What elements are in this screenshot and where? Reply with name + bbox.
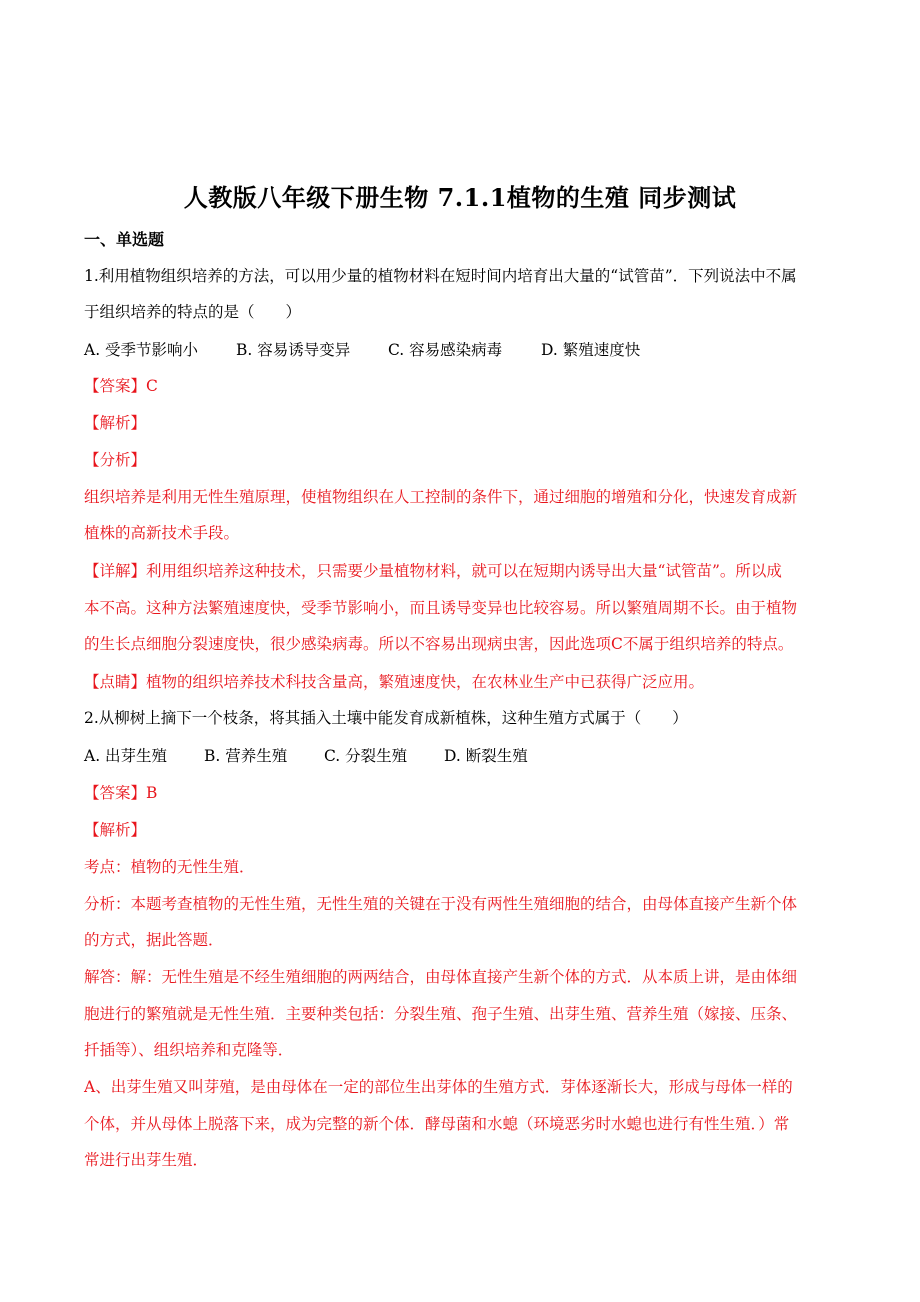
dianjing-text: 植物的组织培养技术科技含量高，繁殖速度快，在农林业生产中已获得广泛应用。 <box>146 673 705 691</box>
question-2-analysis-line8: 个体，并从母体上脱落下来，成为完整的新个体．酵母菌和水螅（环境恶劣时水螅也进行有性生殖．）常 <box>84 1115 790 1133</box>
question-2-analysis-line3: 的方式，据此答题． <box>84 931 224 949</box>
answer-label: 【答案】 <box>84 784 147 802</box>
question-2-analysis-line1: 考点：植物的无性生殖． <box>84 858 255 876</box>
answer-value: C <box>146 377 158 395</box>
question-1-fenxi-line2: 植株的高新技术手段。 <box>84 524 240 542</box>
question-1-option-c: C. 容易感染病毒 <box>388 341 503 359</box>
question-1-option-d: D. 繁殖速度快 <box>541 341 641 359</box>
question-1-option-b: B. 容易诱导变异 <box>236 341 351 359</box>
question-1-xiangjie-line1 <box>84 561 782 581</box>
question-1-stem-line1: 1.利用植物组织培养的方法，可以用少量的植物材料在短时间内培育出大量的“试管苗”．下列说法中不属 <box>84 267 797 285</box>
question-1-answer <box>84 376 158 396</box>
question-2-answer <box>84 783 157 803</box>
question-2-analysis-line7: A、出芽生殖又叫芽殖，是由母体在一定的部位生出芽体的生殖方式．芽体逐渐长大，形成与母体一样的 <box>84 1078 793 1096</box>
question-2-analysis-line6: 扦插等）、组织培养和克隆等． <box>84 1041 294 1059</box>
question-2-option-a: A. 出芽生殖 <box>84 747 168 765</box>
question-2-stem-line1: 2.从柳树上摘下一个枝条，将其插入土壤中能发育成新植株，这种生殖方式属于（ ） <box>84 709 688 727</box>
answer-value: B <box>146 784 158 802</box>
question-2-option-c: C. 分裂生殖 <box>324 747 408 765</box>
question-1-stem-line2: 于组织培养的特点的是（ ） <box>84 303 302 321</box>
question-2-analysis-line2: 分析：本题考查植物的无性生殖，无性生殖的关键在于没有两性生殖细胞的结合，由母体直接产生新个体 <box>84 895 798 913</box>
dianjing-label: 【点睛】 <box>84 673 147 691</box>
question-1-fenxi-label: 【分析】 <box>84 451 147 469</box>
xiangjie-label: 【详解】 <box>84 562 147 580</box>
question-1-analysis-label: 【解析】 <box>84 414 147 432</box>
question-2-option-b: B. 营养生殖 <box>204 747 288 765</box>
section-heading: 一、单选题 <box>84 230 165 249</box>
question-1-option-a: A. 受季节影响小 <box>84 341 199 359</box>
question-2-analysis-label: 【解析】 <box>84 821 147 839</box>
question-2-analysis-line5: 胞进行的繁殖就是无性生殖．主要种类包括：分裂生殖、孢子生殖、出芽生殖、营养生殖（嫁接、压条、 <box>84 1005 798 1023</box>
question-1-fenxi-line1: 组织培养是利用无性生殖原理，使植物组织在人工控制的条件下，通过细胞的增殖和分化，快速发育成新 <box>84 488 798 506</box>
answer-label: 【答案】 <box>84 377 147 395</box>
question-1-xiangjie-line2: 本不高。这种方法繁殖速度快，受季节影响小，而且诱导变异也比较容易。所以繁殖周期不长。由于植物 <box>84 599 798 617</box>
question-2-option-d: D. 断裂生殖 <box>444 747 528 765</box>
document-title: 人教版八年级下册生物 7.1.1植物的生殖 同步测试 <box>183 183 737 212</box>
question-1-xiangjie-line3: 的生长点细胞分裂速度快，很少感染病毒。所以不容易出现病虫害，因此选项C不属于组织培养的特点。 <box>84 635 794 653</box>
question-1-dianjing <box>84 672 704 692</box>
xiangjie-text: 利用组织培养这种技术，只需要少量植物材料，就可以在短期内诱导出大量“试管苗”。所以成 <box>146 562 782 580</box>
question-2-analysis-line4: 解答：解：无性生殖是不经生殖细胞的两两结合，由母体直接产生新个体的方式．从本质上讲，是由体细 <box>84 968 798 986</box>
question-2-analysis-line9: 常进行出芽生殖． <box>84 1151 209 1169</box>
